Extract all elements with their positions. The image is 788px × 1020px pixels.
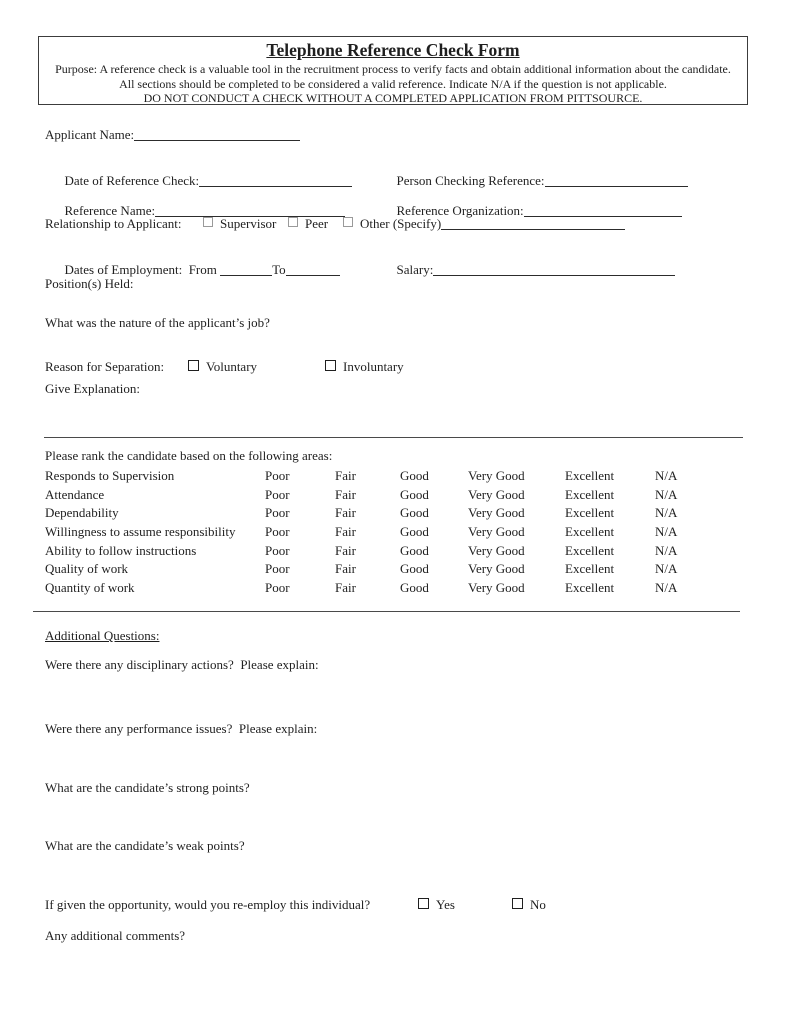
- rating-option[interactable]: Good: [400, 468, 429, 483]
- peer-checkbox[interactable]: [288, 217, 298, 227]
- ranking-row-label: Responds to Supervision: [45, 468, 175, 483]
- dates-of-employment-label: Dates of Employment: From: [64, 262, 221, 277]
- reference-name-label: Reference Name:: [64, 203, 156, 218]
- rating-option[interactable]: Very Good: [468, 561, 525, 577]
- rating-option[interactable]: Good: [400, 486, 429, 502]
- nature-of-job-row: [45, 315, 270, 331]
- give-explanation-row: [45, 381, 140, 397]
- rating-option[interactable]: Poor: [265, 580, 290, 596]
- voluntary-label: Voluntary: [206, 359, 258, 374]
- rating-option[interactable]: Poor: [265, 505, 290, 521]
- rating-option[interactable]: Excellent: [565, 542, 615, 558]
- rating-option[interactable]: Excellent: [565, 486, 615, 502]
- rating-option[interactable]: Good: [400, 524, 429, 540]
- form-title: Telephone Reference Check Form: [266, 40, 520, 60]
- weak-points-question: What are the candidate’s weak points?: [45, 838, 245, 853]
- date-of-reference-check-field[interactable]: [199, 173, 352, 187]
- applicant-name-label: Applicant Name:: [45, 127, 135, 142]
- rating-option[interactable]: N/A: [655, 542, 678, 558]
- strong-points-question-row: [45, 780, 250, 796]
- voluntary-option: [188, 359, 257, 375]
- employment-from-field[interactable]: [220, 262, 272, 276]
- rating-option[interactable]: Fair: [335, 505, 356, 521]
- section-divider-bottom: [33, 611, 740, 612]
- rating-option[interactable]: Poor: [265, 524, 290, 540]
- reason-for-separation-label: Reason for Separation:: [45, 359, 165, 374]
- supervisor-option: [203, 216, 276, 232]
- reference-name-field[interactable]: [155, 203, 345, 217]
- rating-option[interactable]: N/A: [655, 524, 678, 540]
- disciplinary-question-row: [45, 657, 319, 673]
- rating-option[interactable]: Fair: [335, 524, 356, 540]
- additional-questions-row: [45, 628, 159, 644]
- rating-option[interactable]: Very Good: [468, 524, 525, 540]
- yes-checkbox[interactable]: [418, 898, 429, 909]
- applicant-name-field[interactable]: [134, 127, 300, 141]
- other-specify-field[interactable]: [441, 216, 625, 230]
- rating-option[interactable]: Good: [400, 542, 429, 558]
- involuntary-checkbox[interactable]: [325, 360, 336, 371]
- rating-option[interactable]: Poor: [265, 542, 290, 558]
- ranking-row: [45, 561, 745, 580]
- ranking-row: [45, 524, 745, 543]
- other-checkbox[interactable]: [343, 217, 353, 227]
- ranking-row: [45, 505, 745, 524]
- rating-option[interactable]: N/A: [655, 505, 678, 521]
- supervisor-checkbox[interactable]: [203, 217, 213, 227]
- employment-to-field[interactable]: [286, 262, 340, 276]
- ranking-row: [45, 543, 745, 562]
- rating-option[interactable]: Very Good: [468, 542, 525, 558]
- rating-option[interactable]: Very Good: [468, 580, 525, 596]
- rating-option[interactable]: N/A: [655, 468, 678, 483]
- to-label: To: [272, 262, 286, 277]
- section-divider-top: [44, 437, 743, 438]
- rating-option[interactable]: Poor: [265, 486, 290, 502]
- reemploy-question: If given the opportunity, would you re-employ this individual?: [45, 897, 371, 912]
- ranking-table: [45, 468, 745, 599]
- nature-of-job-question: What was the nature of the applicant’s job?: [45, 315, 270, 330]
- rating-option[interactable]: Excellent: [565, 524, 615, 540]
- person-checking-reference-label: Person Checking Reference:: [396, 173, 545, 188]
- rating-option[interactable]: Fair: [335, 468, 356, 483]
- date-of-reference-check-label: Date of Reference Check:: [64, 173, 200, 188]
- other-option: [343, 216, 625, 232]
- no-option: [512, 897, 546, 913]
- ranking-row: [45, 468, 745, 487]
- rating-option[interactable]: Excellent: [565, 580, 615, 596]
- rating-option[interactable]: Fair: [335, 561, 356, 577]
- applicant-name-row: [45, 127, 300, 143]
- rating-option[interactable]: Excellent: [565, 561, 615, 577]
- voluntary-checkbox[interactable]: [188, 360, 199, 371]
- header-box: [38, 36, 748, 105]
- purpose-text: Purpose: A reference check is a valuable tool in the recruitment process to verify facts and obtain additional information about the candidate. All sections should be completed to be considered a valid reference. Indicate N/A if the question is not applicable.: [55, 62, 731, 91]
- rating-option[interactable]: N/A: [655, 580, 678, 596]
- rating-option[interactable]: Fair: [335, 542, 356, 558]
- reference-organization-label: Reference Organization:: [396, 203, 524, 218]
- peer-label: Peer: [305, 216, 329, 231]
- supervisor-label: Supervisor: [220, 216, 277, 231]
- performance-question: Were there any performance issues? Please explain:: [45, 721, 318, 736]
- ranking-intro: Please rank the candidate based on the following areas:: [45, 448, 333, 463]
- ranking-row: [45, 580, 745, 599]
- rating-option[interactable]: Poor: [265, 468, 290, 483]
- rating-option[interactable]: Excellent: [565, 468, 615, 483]
- ranking-row-label: Quality of work: [45, 561, 129, 577]
- ranking-row-label: Ability to follow instructions: [45, 542, 197, 558]
- rating-option[interactable]: N/A: [655, 561, 678, 577]
- additional-questions-heading: Additional Questions:: [45, 628, 160, 643]
- involuntary-label: Involuntary: [343, 359, 404, 374]
- ranking-row: [45, 487, 745, 506]
- salary-group: [377, 246, 675, 294]
- rating-option[interactable]: Excellent: [565, 505, 615, 521]
- rating-option[interactable]: Very Good: [468, 486, 525, 502]
- rating-option[interactable]: Fair: [335, 580, 356, 596]
- yes-label: Yes: [436, 897, 455, 912]
- no-label: No: [530, 897, 546, 912]
- ranking-row-label: Dependability: [45, 505, 119, 521]
- comments-question: Any additional comments?: [45, 928, 186, 943]
- strong-points-question: What are the candidate’s strong points?: [45, 780, 250, 795]
- peer-option: [288, 216, 328, 232]
- rating-option[interactable]: Very Good: [468, 505, 525, 521]
- give-explanation-label: Give Explanation:: [45, 381, 140, 396]
- weak-points-question-row: [45, 838, 245, 854]
- performance-question-row: [45, 721, 317, 737]
- positions-held-row: [45, 276, 133, 292]
- ranking-intro-row: [45, 448, 332, 464]
- yes-option: [418, 897, 455, 913]
- rating-option[interactable]: Good: [400, 505, 429, 521]
- other-specify-label: Other (Specify): [360, 216, 442, 231]
- warning-text: DO NOT CONDUCT A CHECK WITHOUT A COMPLETED APPLICATION FROM PITTSOURCE.: [143, 91, 643, 105]
- rating-option[interactable]: N/A: [655, 486, 678, 502]
- disciplinary-question: Were there any disciplinary actions? Please explain:: [45, 657, 319, 672]
- involuntary-option: [325, 359, 404, 375]
- rating-option[interactable]: Good: [400, 561, 429, 577]
- comments-question-row: [45, 928, 185, 944]
- positions-held-label: Position(s) Held:: [45, 276, 134, 291]
- ranking-row-label: Quantity of work: [45, 580, 135, 596]
- ranking-row-label: Willingness to assume responsibility: [45, 524, 236, 540]
- reference-organization-field[interactable]: [524, 203, 682, 217]
- person-checking-reference-field[interactable]: [545, 173, 688, 187]
- relationship-label: Relationship to Applicant:: [45, 216, 182, 231]
- rating-option[interactable]: Good: [400, 580, 429, 596]
- ranking-row-label: Attendance: [45, 486, 105, 502]
- rating-option[interactable]: Fair: [335, 486, 356, 502]
- salary-field[interactable]: [433, 262, 675, 276]
- salary-label: Salary:: [396, 262, 434, 277]
- rating-option[interactable]: Poor: [265, 561, 290, 577]
- rating-option[interactable]: Very Good: [468, 468, 525, 483]
- no-checkbox[interactable]: [512, 898, 523, 909]
